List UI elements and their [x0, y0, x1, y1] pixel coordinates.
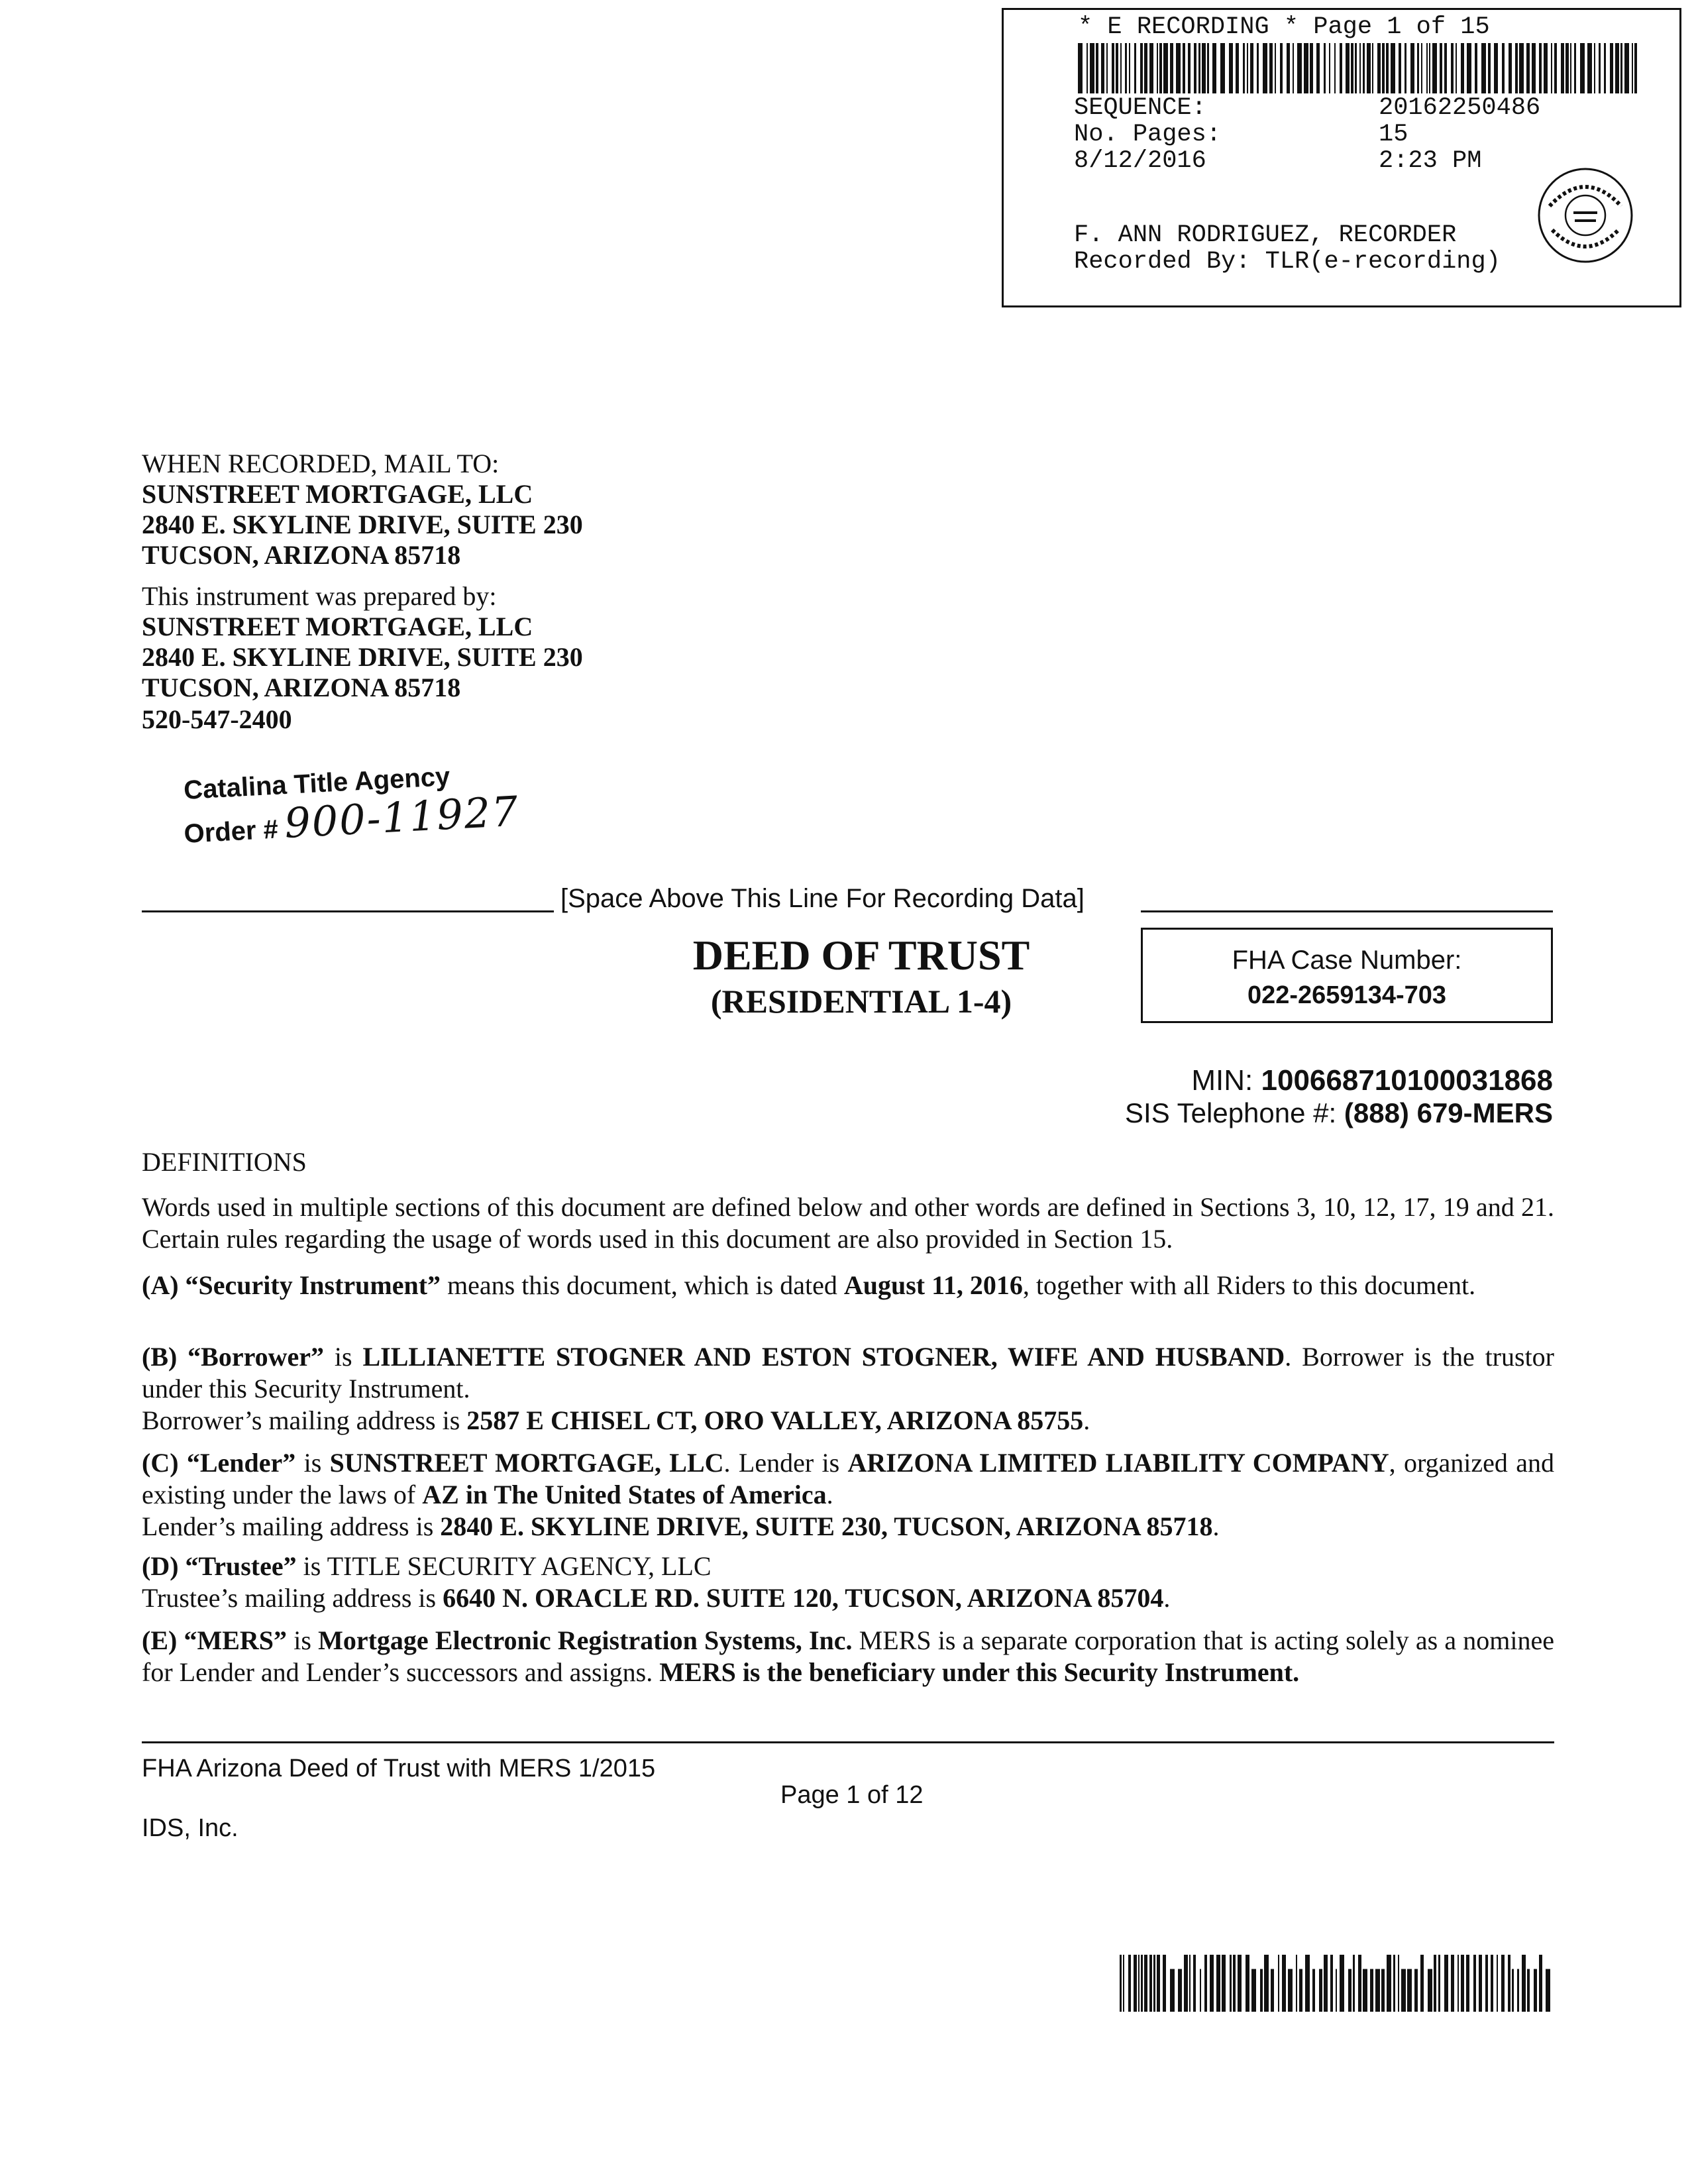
fha-case-box [1141, 928, 1553, 1023]
footer-rule [142, 1741, 1554, 1743]
mail-to-line-1: SUNSTREET MORTGAGE, LLC [142, 479, 533, 509]
pages-value: 15 [1379, 121, 1408, 148]
mail-to-line-3: TUCSON, ARIZONA 85718 [142, 540, 461, 570]
sequence-value: 20162250486 [1379, 94, 1541, 122]
definitions-intro: Words used in multiple sections of this document are defined below and other words are defined in Sections 3, 10, 12, 17, 19 and 21. Certain rules regarding the usage of words used in this document are also provided in Section 15. [142, 1192, 1554, 1254]
recording-date: 8/12/2016 [1074, 147, 1206, 175]
min-value: 100668710100031868 [1261, 1064, 1553, 1097]
document-barcode [1120, 1955, 1552, 2012]
lender-address: Lender’s mailing address is 2840 E. SKYLINE DRIVE, SUITE 230, TUCSON, ARIZONA 85718. [142, 1511, 1220, 1541]
sis-label: SIS Telephone #: [1125, 1097, 1337, 1128]
recording-line-right [1141, 910, 1553, 912]
borrower-address: Borrower’s mailing address is 2587 E CHISEL CT, ORO VALLEY, ARIZONA 85755. [142, 1405, 1090, 1435]
sequence-label: SEQUENCE: [1074, 94, 1206, 122]
footer-vendor: IDS, Inc. [142, 1814, 238, 1842]
recording-line-left [142, 910, 554, 912]
definition-e: (E) “MERS” is Mortgage Electronic Registration Systems, Inc. MERS is a separate corporation that is acting solely as a nominee for Lender and Lender’s successors and assigns. MERS is the beneficiary under this Security Instrument. [142, 1625, 1555, 1687]
recording-stamp [1002, 8, 1681, 307]
recorded-by: Recorded By: TLR(e-recording) [1074, 248, 1501, 276]
document-title: DEED OF TRUST [692, 932, 1030, 979]
title-agency-stamp: Catalina Title Agency [183, 761, 451, 805]
mail-to-heading: WHEN RECORDED, MAIL TO: [142, 449, 500, 478]
recording-barcode [1078, 43, 1638, 93]
prepared-by-phone: 520-547-2400 [142, 704, 292, 734]
prepared-by-line-2: 2840 E. SKYLINE DRIVE, SUITE 230 [142, 642, 583, 672]
order-number-handwritten: 900-11927 [283, 787, 521, 847]
document-subtitle: (RESIDENTIAL 1-4) [710, 983, 1012, 1020]
recording-time: 2:23 PM [1379, 147, 1482, 175]
mail-to-line-2: 2840 E. SKYLINE DRIVE, SUITE 230 [142, 510, 583, 539]
trustee-address: Trustee’s mailing address is 6640 N. ORACLE RD. SUITE 120, TUCSON, ARIZONA 85704. [142, 1583, 1171, 1613]
definitions-heading: DEFINITIONS [142, 1147, 307, 1177]
county-seal-icon [1536, 166, 1634, 264]
definition-c: (C) “Lender” is SUNSTREET MORTGAGE, LLC. Lender is ARIZONA LIMITED LIABILITY COMPANY, organized and existing under the laws of AZ in The United States of America. [142, 1448, 1555, 1509]
definition-d: (D) “Trustee” is TITLE SECURITY AGENCY, LLC [142, 1551, 712, 1581]
sis-value: (888) 679-MERS [1344, 1097, 1553, 1128]
pages-label: No. Pages: [1074, 121, 1222, 148]
footer-page-number: Page 1 of 12 [780, 1781, 924, 1809]
prepared-by-line-1: SUNSTREET MORTGAGE, LLC [142, 612, 533, 641]
footer-form-name: FHA Arizona Deed of Trust with MERS 1/2015 [142, 1755, 656, 1782]
recording-line-text: [Space Above This Line For Recording Data] [560, 884, 1085, 913]
prepared-by-line-3: TUCSON, ARIZONA 85718 [142, 673, 461, 702]
definition-a: (A) “Security Instrument” means this document, which is dated August 11, 2016, together with all Riders to this document. [142, 1270, 1476, 1300]
sis-line [1125, 1097, 1553, 1129]
order-label: Order # [183, 814, 279, 849]
fha-case-number: 022-2659134-703 [1247, 981, 1447, 1009]
fha-case-label: FHA Case Number: [1232, 946, 1462, 975]
min-label: MIN: [1191, 1064, 1253, 1097]
definition-b: (B) “Borrower” is LILLIANETTE STOGNER AND ESTON STOGNER, WIFE AND HUSBAND. Borrower is the trustor under this Security Instrument. [142, 1342, 1554, 1403]
recorder-name: F. ANN RODRIGUEZ, RECORDER [1074, 221, 1457, 249]
min-line [1191, 1064, 1553, 1097]
recording-header: * E RECORDING * Page 1 of 15 [1078, 13, 1490, 41]
prepared-by-heading: This instrument was prepared by: [142, 581, 497, 611]
